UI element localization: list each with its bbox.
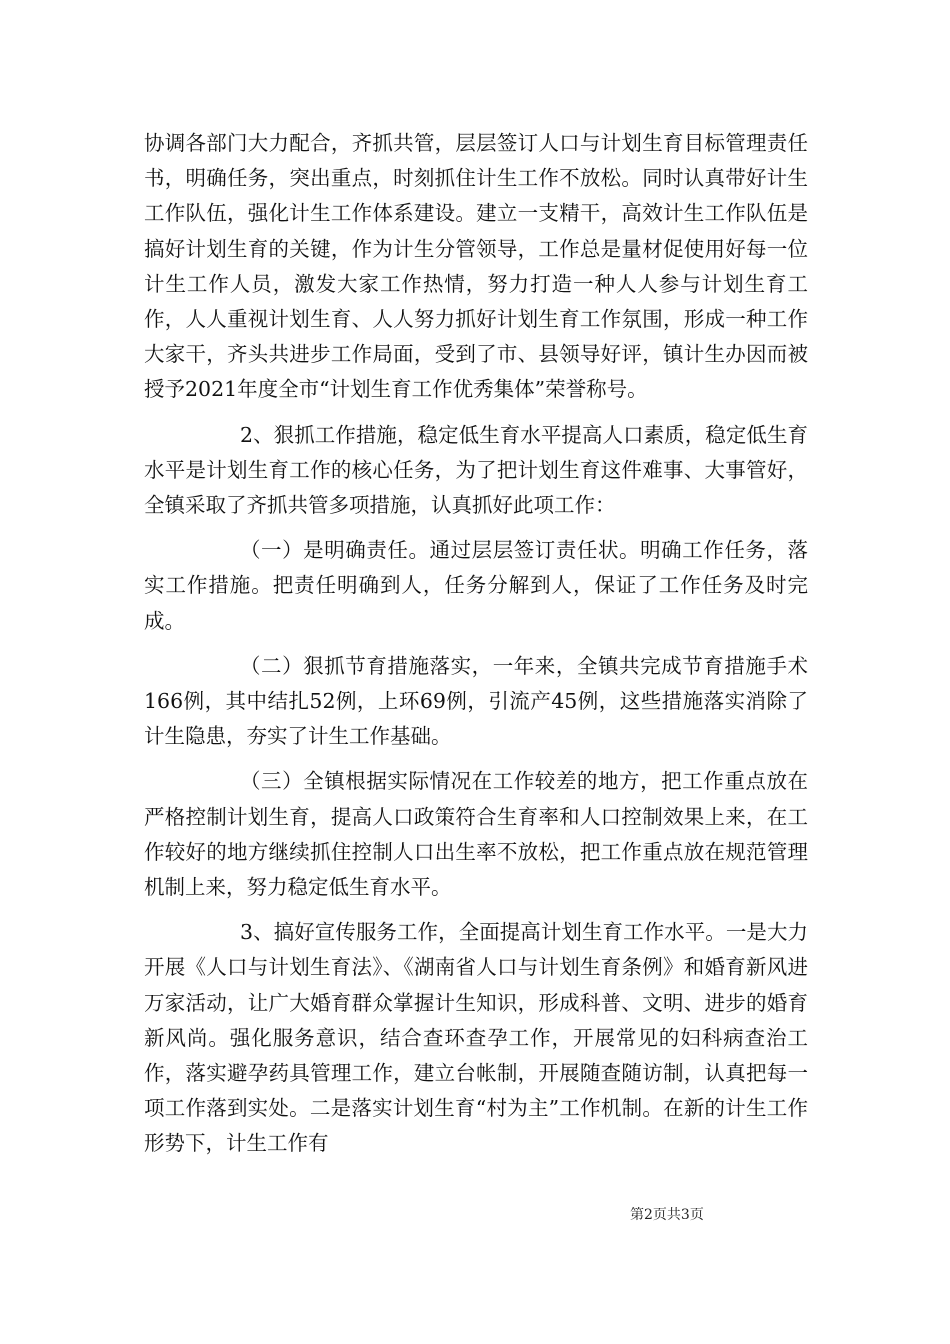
paragraph-1: 协调各部门大力配合，齐抓共管，层层签订人口与计划生育目标管理责任书，明确任务，突出重点，时刻抓住计生工作不放松。同时认真带好计生工作队伍，强化计生工作体系建设。建立一支精干，高效计生工作队伍是搞好计划生育的关键，作为计生分管领导，工作总是量材促使用好每一位计生工作人员，激发大家工作热情，努力打造一种人人参与计划生育工作，人人重视计划生育、人人努力抓好计划生育工作氛围，形成一种工作大家干，齐头共进步工作局面，受到了市、县领导好评，镇计生办因而被授予2021年度全市“计划生育工作优秀集体”荣誉称号。 [144,131,808,402]
paragraph-2: 2、狠抓工作措施，稳定低生育水平提高人口素质，稳定低生育水平是计划生育工作的核心任务，为了把计划生育这件难事、大事管好，全镇采取了齐抓共管多项措施，认真抓好此项工作： [144,422,808,518]
document-body [144,126,808,1172]
paragraph-6: 3、搞好宣传服务工作，全面提高计划生育工作水平。一是大力开展《人口与计划生育法》、《湖南省人口与计划生育条例》和婚育新风进万家活动，让广大婚育群众掌握计生知识，形成科普、文明、进步的婚育新风尚。强化服务意识，结合查环查孕工作，开展常见的妇科病查治工作，落实避孕药具管理工作，建立台帐制，开展随查随访制，认真把每一项工作落到实处。二是落实计划生育“村为主”工作机制。在新的计生工作形势下，计生工作有 [144,920,808,1156]
page-footer: 第2页共3页 [630,1207,704,1223]
paragraph-3: （一）是明确责任。通过层层签订责任状。明确工作任务，落实工作措施。把责任明确到人，任务分解到人，保证了工作任务及时完成。 [144,538,808,633]
paragraph-4: （二）狠抓节育措施落实，一年来，全镇共完成节育措施手术166例，其中结扎52例，上环69例，引流产45例，这些措施落实消除了计生隐患，夯实了计生工作基础。 [144,653,808,749]
paragraph-5: （三）全镇根据实际情况在工作较差的地方，把工作重点放在严格控制计划生育，提高人口政策符合生育率和人口控制效果上来，在工作较好的地方继续抓住控制人口出生率不放松，把工作重点放在规范管理机制上来，努力稳定低生育水平。 [144,769,808,900]
